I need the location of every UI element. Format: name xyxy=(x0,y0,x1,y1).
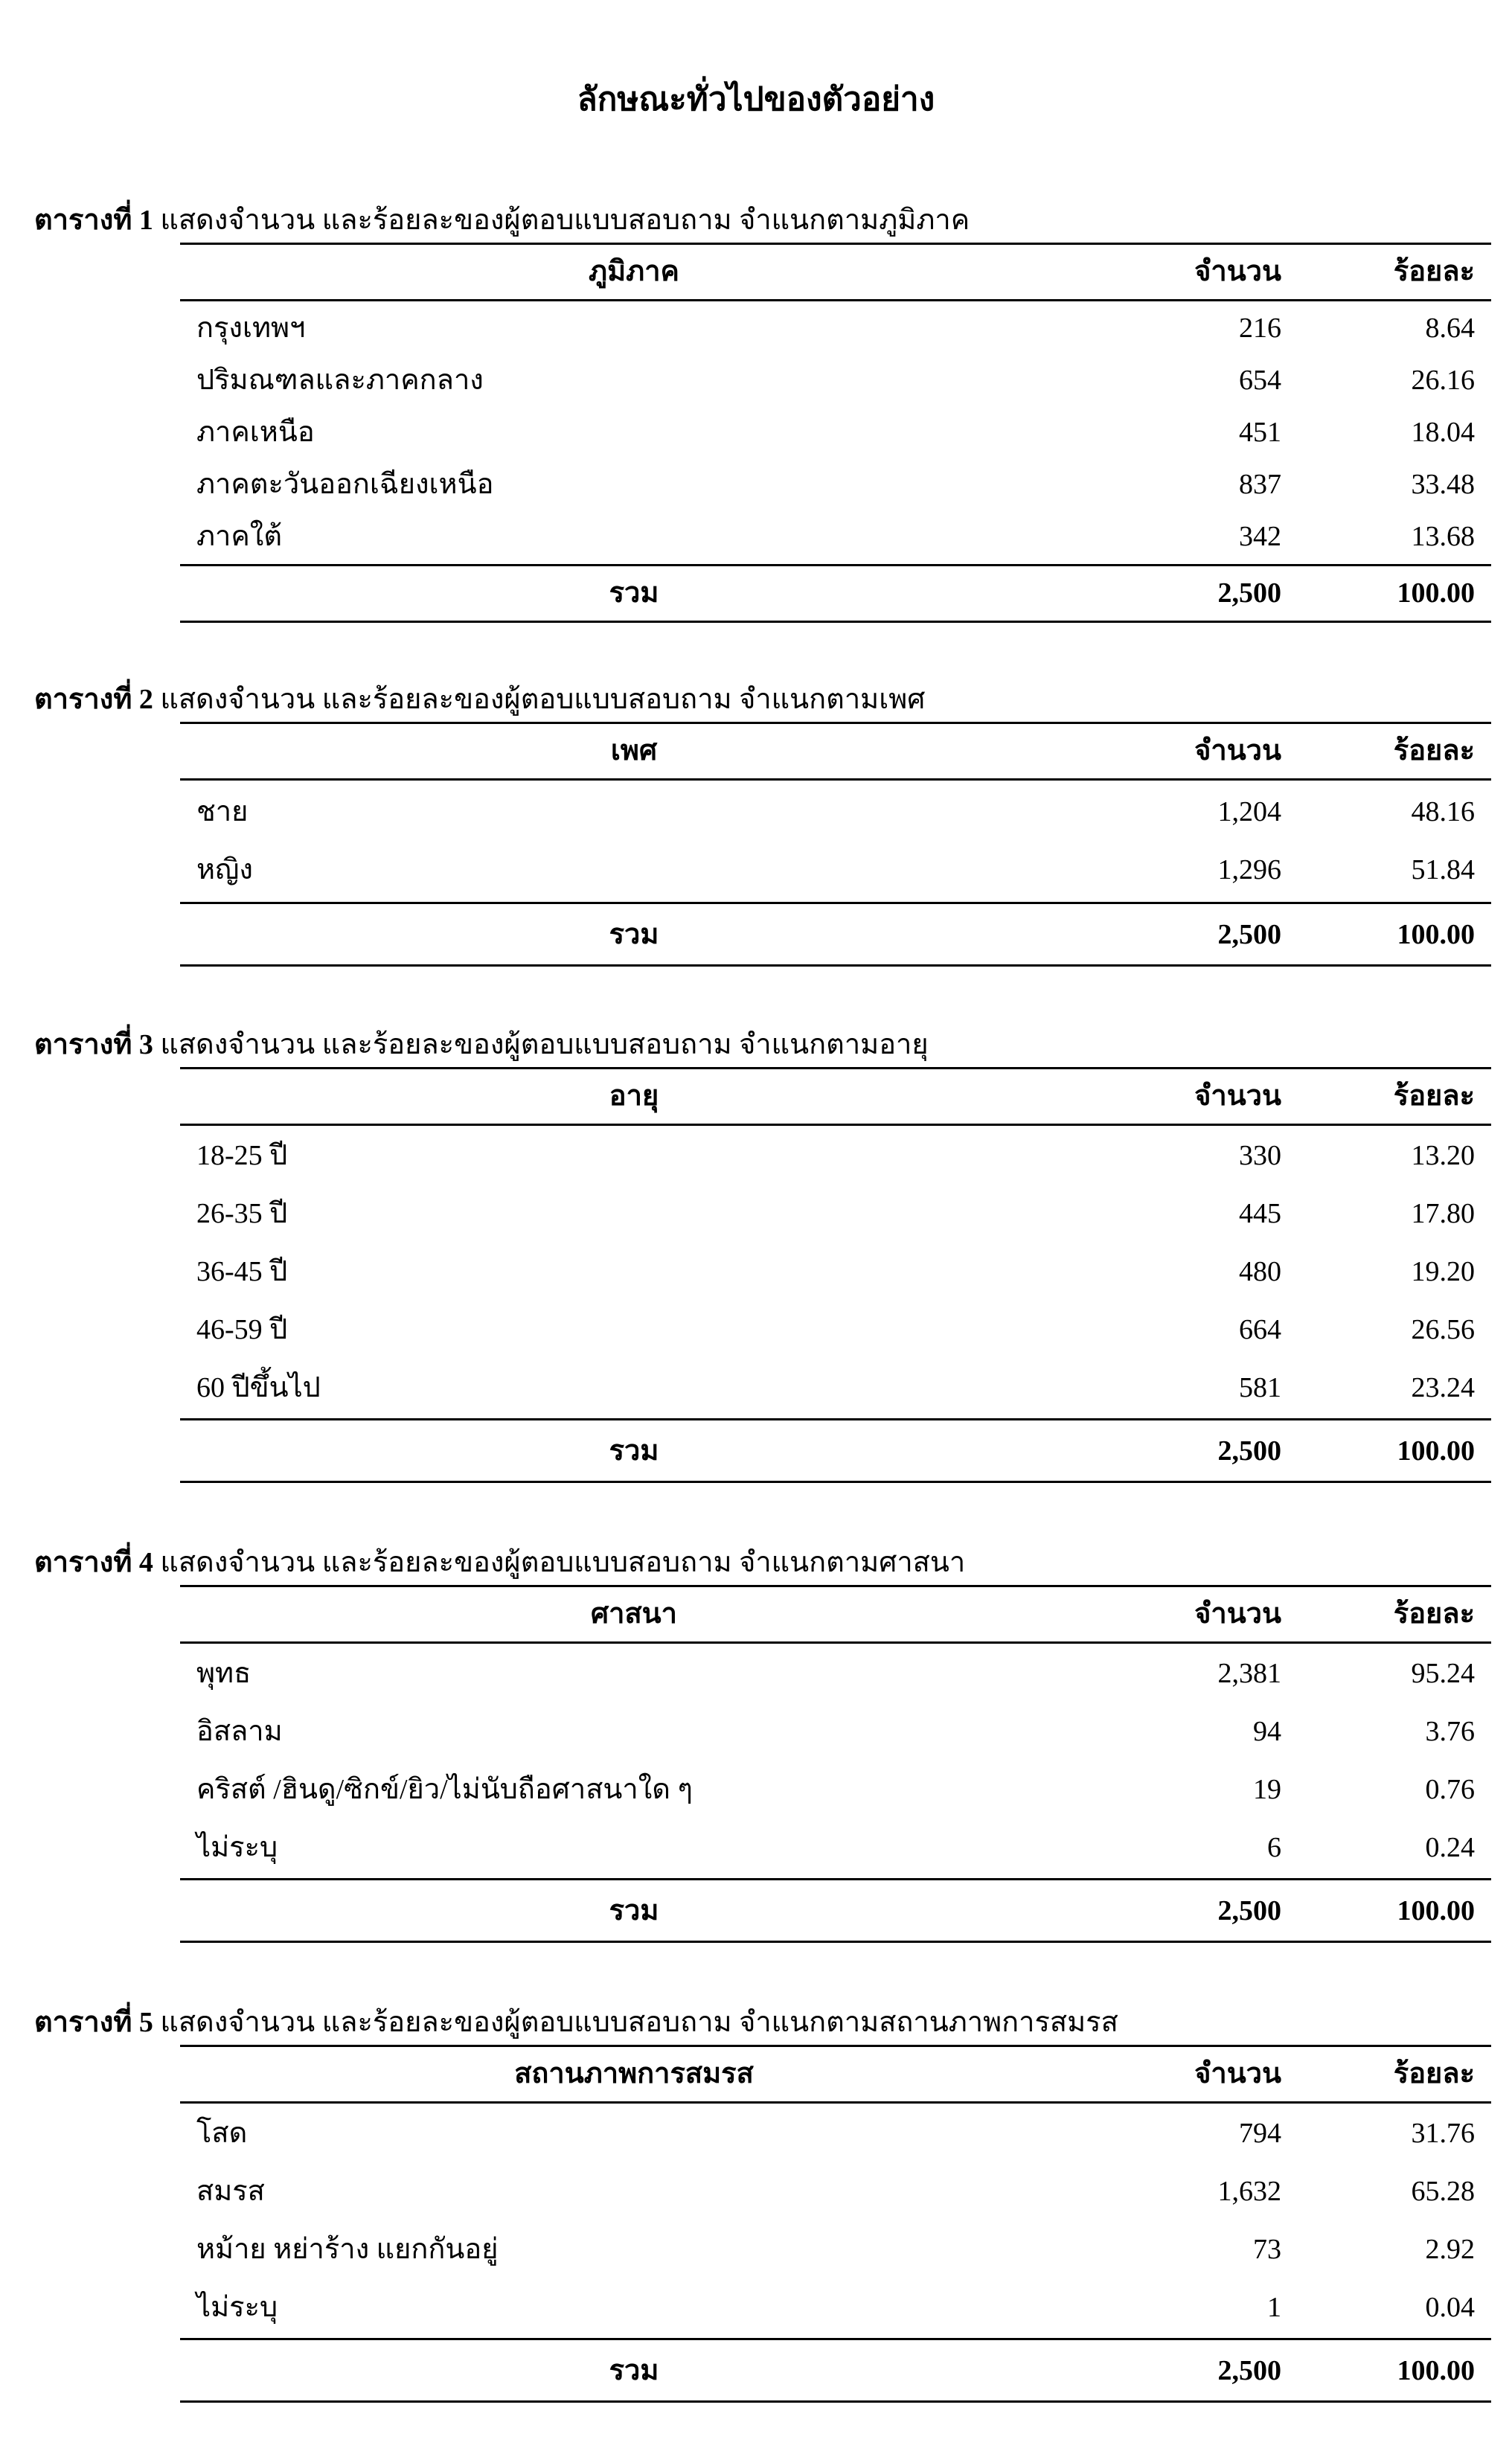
row-label: กรุงเทพฯ xyxy=(196,313,306,344)
column-header-count: จำนวน xyxy=(1194,735,1281,766)
table-row xyxy=(180,1702,1491,1761)
table-row xyxy=(180,841,1491,899)
header-row xyxy=(180,1070,1491,1122)
row-percent: 23.24 xyxy=(1411,1372,1475,1403)
row-label: ภาคเหนือ xyxy=(196,417,315,448)
row-percent: 13.20 xyxy=(1411,1140,1475,1171)
header-rule xyxy=(180,1641,1491,1644)
row-label: คริสต์ /ฮินดู/ซิกข์/ยิว/ไม่นับถือศาสนาใด ๆ xyxy=(196,1774,693,1805)
total-percent: 100.00 xyxy=(1397,919,1475,950)
column-header-category: สถานภาพการสมรส xyxy=(514,2058,754,2089)
row-percent: 17.80 xyxy=(1411,1198,1475,1229)
caption-text: แสดงจำนวน และร้อยละของผู้ตอบแบบสอบถาม จำแนกตามสถานภาพการสมรส xyxy=(160,2007,1118,2038)
total-percent: 100.00 xyxy=(1397,2355,1475,2386)
header-row xyxy=(180,1588,1491,1640)
row-label: พุทธ xyxy=(196,1658,252,1689)
row-count: 19 xyxy=(1253,1774,1281,1805)
caption-number: ตารางที่ 4 xyxy=(34,1547,153,1578)
top-rule xyxy=(180,1585,1491,1587)
table-row xyxy=(180,406,1491,458)
total-count: 2,500 xyxy=(1217,919,1281,950)
row-label: 46-59 ปี xyxy=(196,1314,288,1345)
row-percent: 26.56 xyxy=(1411,1314,1475,1345)
table-row xyxy=(180,1301,1491,1359)
row-label: ปริมณฑลและภาคกลาง xyxy=(196,365,484,396)
row-percent: 51.84 xyxy=(1411,854,1475,885)
row-count: 2,381 xyxy=(1217,1658,1281,1689)
row-label: อิสลาม xyxy=(196,1716,283,1747)
total-label: รวม xyxy=(609,919,659,950)
row-percent: 0.76 xyxy=(1425,1774,1475,1805)
row-label: โสด xyxy=(196,2118,248,2149)
table-row xyxy=(180,510,1491,563)
top-rule xyxy=(180,243,1491,245)
total-count: 2,500 xyxy=(1217,2355,1281,2386)
table-caption xyxy=(34,199,970,241)
total-count: 2,500 xyxy=(1217,1895,1281,1926)
row-percent: 26.16 xyxy=(1411,365,1475,396)
row-percent: 13.68 xyxy=(1411,521,1475,552)
row-label: ภาคใต้ xyxy=(196,521,283,552)
row-percent: 95.24 xyxy=(1411,1658,1475,1689)
table-row xyxy=(180,1644,1491,1702)
row-label: สมรส xyxy=(196,2176,265,2207)
bottom-rule xyxy=(180,1481,1491,1483)
total-label: รวม xyxy=(609,2355,659,2386)
row-label: ชาย xyxy=(196,796,249,827)
row-label: 26-35 ปี xyxy=(196,1198,288,1229)
total-label: รวม xyxy=(609,577,659,609)
table-row xyxy=(180,1185,1491,1243)
column-header-category: ภูมิภาค xyxy=(589,256,679,287)
table-row xyxy=(180,783,1491,841)
row-count: 445 xyxy=(1239,1198,1281,1229)
row-label: ภาคตะวันออกเฉียงเหนือ xyxy=(196,469,494,500)
total-percent: 100.00 xyxy=(1397,1435,1475,1467)
row-percent: 48.16 xyxy=(1411,796,1475,827)
header-row xyxy=(180,2048,1491,2100)
table-row xyxy=(180,1761,1491,1819)
total-rule xyxy=(180,902,1491,904)
row-count: 342 xyxy=(1239,521,1281,552)
row-count: 1,204 xyxy=(1217,796,1281,827)
table-caption xyxy=(34,2002,1118,2043)
caption-text: แสดงจำนวน และร้อยละของผู้ตอบแบบสอบถาม จำแนกตามศาสนา xyxy=(160,1547,966,1578)
row-label: ไม่ระบุ xyxy=(196,2292,278,2323)
row-percent: 18.04 xyxy=(1411,417,1475,448)
row-count: 837 xyxy=(1239,469,1281,500)
total-percent: 100.00 xyxy=(1397,577,1475,609)
row-count: 94 xyxy=(1253,1716,1281,1747)
column-header-percent: ร้อยละ xyxy=(1393,2058,1475,2089)
row-count: 794 xyxy=(1239,2118,1281,2149)
caption-text: แสดงจำนวน และร้อยละของผู้ตอบแบบสอบถาม จำแนกตามเพศ xyxy=(160,684,926,715)
row-percent: 2.92 xyxy=(1425,2234,1475,2265)
top-rule xyxy=(180,1067,1491,1069)
column-header-percent: ร้อยละ xyxy=(1393,735,1475,766)
row-count: 1,632 xyxy=(1217,2176,1281,2207)
total-row xyxy=(180,1883,1491,1939)
table-row xyxy=(180,354,1491,406)
caption-number: ตารางที่ 3 xyxy=(34,1029,153,1060)
row-percent: 8.64 xyxy=(1425,313,1475,344)
row-label: 36-45 ปี xyxy=(196,1256,288,1287)
column-header-percent: ร้อยละ xyxy=(1393,256,1475,287)
row-percent: 3.76 xyxy=(1425,1716,1475,1747)
header-rule xyxy=(180,778,1491,781)
column-header-percent: ร้อยละ xyxy=(1393,1598,1475,1630)
row-label: 60 ปีขึ้นไป xyxy=(196,1372,321,1403)
total-label: รวม xyxy=(609,1435,659,1467)
column-header-category: อายุ xyxy=(609,1080,659,1112)
table-caption xyxy=(34,679,925,720)
caption-number: ตารางที่ 1 xyxy=(34,205,153,236)
row-label: ไม่ระบุ xyxy=(196,1832,278,1863)
caption-text: แสดงจำนวน และร้อยละของผู้ตอบแบบสอบถาม จำแนกตามภูมิภาค xyxy=(160,205,970,236)
table-row xyxy=(180,1819,1491,1877)
table-caption xyxy=(34,1542,965,1583)
table-caption xyxy=(34,1024,929,1066)
total-row xyxy=(180,2342,1491,2399)
row-count: 330 xyxy=(1239,1140,1281,1171)
row-count: 654 xyxy=(1239,365,1281,396)
table-row xyxy=(180,1243,1491,1301)
top-rule xyxy=(180,2045,1491,2047)
total-label: รวม xyxy=(609,1895,659,1926)
header-row xyxy=(180,246,1491,298)
table-row xyxy=(180,2220,1491,2278)
column-header-category: เพศ xyxy=(610,735,658,766)
row-percent: 33.48 xyxy=(1411,469,1475,500)
column-header-count: จำนวน xyxy=(1194,256,1281,287)
row-percent: 31.76 xyxy=(1411,2118,1475,2149)
header-rule xyxy=(180,1124,1491,1126)
row-count: 73 xyxy=(1253,2234,1281,2265)
table-row xyxy=(180,302,1491,354)
total-percent: 100.00 xyxy=(1397,1895,1475,1926)
total-row xyxy=(180,1423,1491,1479)
caption-text: แสดงจำนวน และร้อยละของผู้ตอบแบบสอบถาม จำแนกตามอายุ xyxy=(160,1029,929,1060)
row-count: 581 xyxy=(1239,1372,1281,1403)
total-rule xyxy=(180,1878,1491,1880)
header-rule xyxy=(180,2101,1491,2104)
row-count: 1 xyxy=(1267,2292,1281,2323)
row-count: 6 xyxy=(1267,1832,1281,1863)
bottom-rule xyxy=(180,2400,1491,2403)
bottom-rule xyxy=(180,1941,1491,1943)
table-row xyxy=(180,2278,1491,2336)
row-percent: 19.20 xyxy=(1411,1256,1475,1287)
header-row xyxy=(180,725,1491,777)
row-count: 451 xyxy=(1239,417,1281,448)
total-rule xyxy=(180,1418,1491,1420)
column-header-count: จำนวน xyxy=(1194,1598,1281,1630)
total-count: 2,500 xyxy=(1217,1435,1281,1467)
row-label: หญิง xyxy=(196,854,253,885)
row-percent: 65.28 xyxy=(1411,2176,1475,2207)
row-percent: 0.04 xyxy=(1425,2292,1475,2323)
column-header-count: จำนวน xyxy=(1194,1080,1281,1112)
total-rule xyxy=(180,564,1491,566)
row-label: 18-25 ปี xyxy=(196,1140,288,1171)
table-row xyxy=(180,2162,1491,2220)
top-rule xyxy=(180,722,1491,724)
column-header-category: ศาสนา xyxy=(591,1598,677,1630)
total-row xyxy=(180,906,1491,963)
row-count: 664 xyxy=(1239,1314,1281,1345)
column-header-percent: ร้อยละ xyxy=(1393,1080,1475,1112)
bottom-rule xyxy=(180,964,1491,967)
total-rule xyxy=(180,2338,1491,2340)
table-row xyxy=(180,1359,1491,1417)
caption-number: ตารางที่ 2 xyxy=(34,684,153,715)
total-count: 2,500 xyxy=(1217,577,1281,609)
row-label: หม้าย หย่าร้าง แยกกันอยู่ xyxy=(196,2234,499,2265)
row-count: 1,296 xyxy=(1217,854,1281,885)
caption-number: ตารางที่ 5 xyxy=(34,2007,153,2038)
page-title: ลักษณะทั่วไปของตัวอย่าง xyxy=(577,81,935,118)
row-percent: 0.24 xyxy=(1425,1832,1475,1863)
table-row xyxy=(180,2104,1491,2162)
total-row xyxy=(180,567,1491,619)
column-header-count: จำนวน xyxy=(1194,2058,1281,2089)
row-count: 480 xyxy=(1239,1256,1281,1287)
header-rule xyxy=(180,299,1491,301)
table-row xyxy=(180,458,1491,510)
row-count: 216 xyxy=(1239,313,1281,344)
table-row xyxy=(180,1127,1491,1185)
bottom-rule xyxy=(180,621,1491,623)
